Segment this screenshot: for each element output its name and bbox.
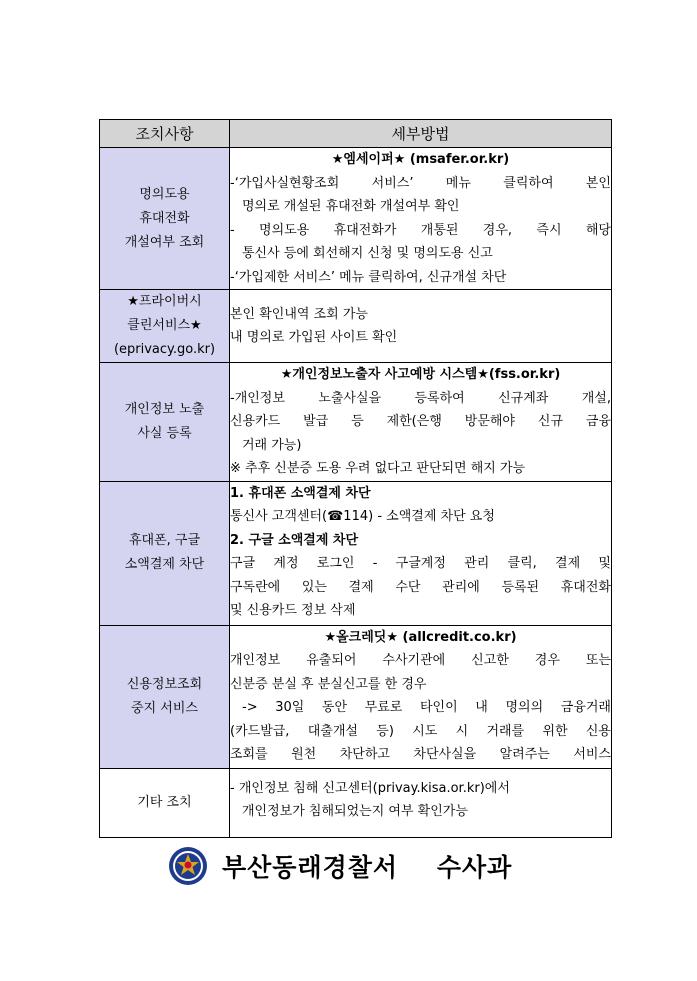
row-detail [230,768,612,837]
row-detail [230,363,612,482]
detail-line: 및 신용카드 정보 삭제 [230,603,356,618]
detail-line: -> 30일 동안 무료로 타인이 내 명의의 금융거래 [242,700,611,715]
row-detail [230,481,612,625]
row-label [100,768,230,837]
table-header-row [100,120,612,148]
row-label [100,363,230,482]
table-row [100,625,612,768]
label-line: 기타 조치 [137,794,192,810]
detail-line: -‘가입제한 서비스’ 메뉴 클릭하여, 신규개설 차단 [230,269,507,285]
detail-line: 신용카드 발급 등 제한(은행 방문해야 신규 금융 [230,414,611,429]
footer [168,845,512,887]
detail-line: 통신사 고객센터(☎114) - 소액결제 차단 요청 [230,509,495,524]
detail-line: 명의로 개설된 휴대전화 개설여부 확인 [242,199,460,214]
detail-line: 개인정보가 침해되었는지 여부 확인가능 [242,804,468,819]
table-row [100,148,612,290]
detail-line: - 개인정보 침해 신고센터(privay.kisa.or.kr)에서 [230,780,510,796]
detail-line: - 명의도용 휴대전화가 개통된 경우, 즉시 해당 [230,222,611,238]
organization-name: 부산동래경찰서 수사과 [222,853,513,882]
label-line: 개인정보 노출 [124,401,205,417]
detail-line: -개인정보 노출사실을 등록하여 신규계좌 개설, [230,390,611,406]
label-line: 명의도용 [139,186,190,202]
service-title: ★엠세이퍼★ (msafer.or.kr) [331,152,510,167]
header-measures: 조치사항 [100,120,230,148]
detail-line: 거래 가능) [242,437,302,453]
header-details: 세부방법 [230,120,612,148]
row-label [100,625,230,768]
detail-line: 조회를 원천 차단하고 차단사실을 알려주는 서비스 [230,747,611,762]
detail-line: -‘가입사실현황조회 서비스’ 메뉴 클릭하여 본인 [230,175,611,191]
label-line: 소액결제 차단 [124,557,205,572]
table-row [100,481,612,625]
label-line: 신용정보조회 [126,676,203,692]
subheading: 1. 휴대폰 소액결제 차단 [230,485,371,501]
detail-note: ※ 추후 신분증 도용 우려 없다고 판단되면 해지 가능 [230,461,526,476]
label-line: 중지 서비스 [131,700,198,716]
row-detail [230,148,612,290]
label-line: 휴대폰, 구글 [128,533,201,548]
table-row [100,363,612,482]
label-line: 개설여부 조회 [124,234,205,250]
detail-line: 개인정보 유출되어 수사기관에 신고한 경우 또는 [230,653,611,668]
table-row [100,290,612,363]
detail-line: 구글 계정 로그인 - 구글계정 관리 클릭, 결제 및 [230,556,611,571]
police-emblem-icon [168,846,208,886]
label-line: 클린서비스★ [127,318,202,333]
measures-table [99,119,612,838]
detail-line: 구독란에 있는 결제 수단 관리에 등록된 휴대전화 [230,579,611,595]
service-title: ★올크레딧★ (allcredit.co.kr) [324,629,517,645]
row-label [100,290,230,363]
row-detail [230,290,612,363]
label-line: ★프라이버시 [127,294,202,309]
label-line: 휴대전화 [139,210,190,226]
table-row [100,768,612,837]
row-label [100,148,230,290]
detail-line: 신분증 분실 후 분실신고를 한 경우 [230,676,427,692]
detail-line: (카드발급, 대출개설 등) 시도 시 거래를 위한 신용 [230,723,611,739]
label-line: 사실 등록 [137,425,192,441]
row-label [100,481,230,625]
row-detail [230,625,612,768]
label-line: (eprivacy.go.kr) [113,342,216,357]
subheading: 2. 구글 소액결제 차단 [230,532,359,548]
service-title: ★개인정보노출자 사고예방 시스템★(fss.or.kr) [280,367,561,382]
detail-line: 본인 확인내역 조회 가능 [230,306,368,322]
detail-line: 내 명의로 가입된 사이트 확인 [230,330,398,345]
detail-line: 통신사 등에 회선해지 신청 및 명의도용 신고 [242,246,493,261]
